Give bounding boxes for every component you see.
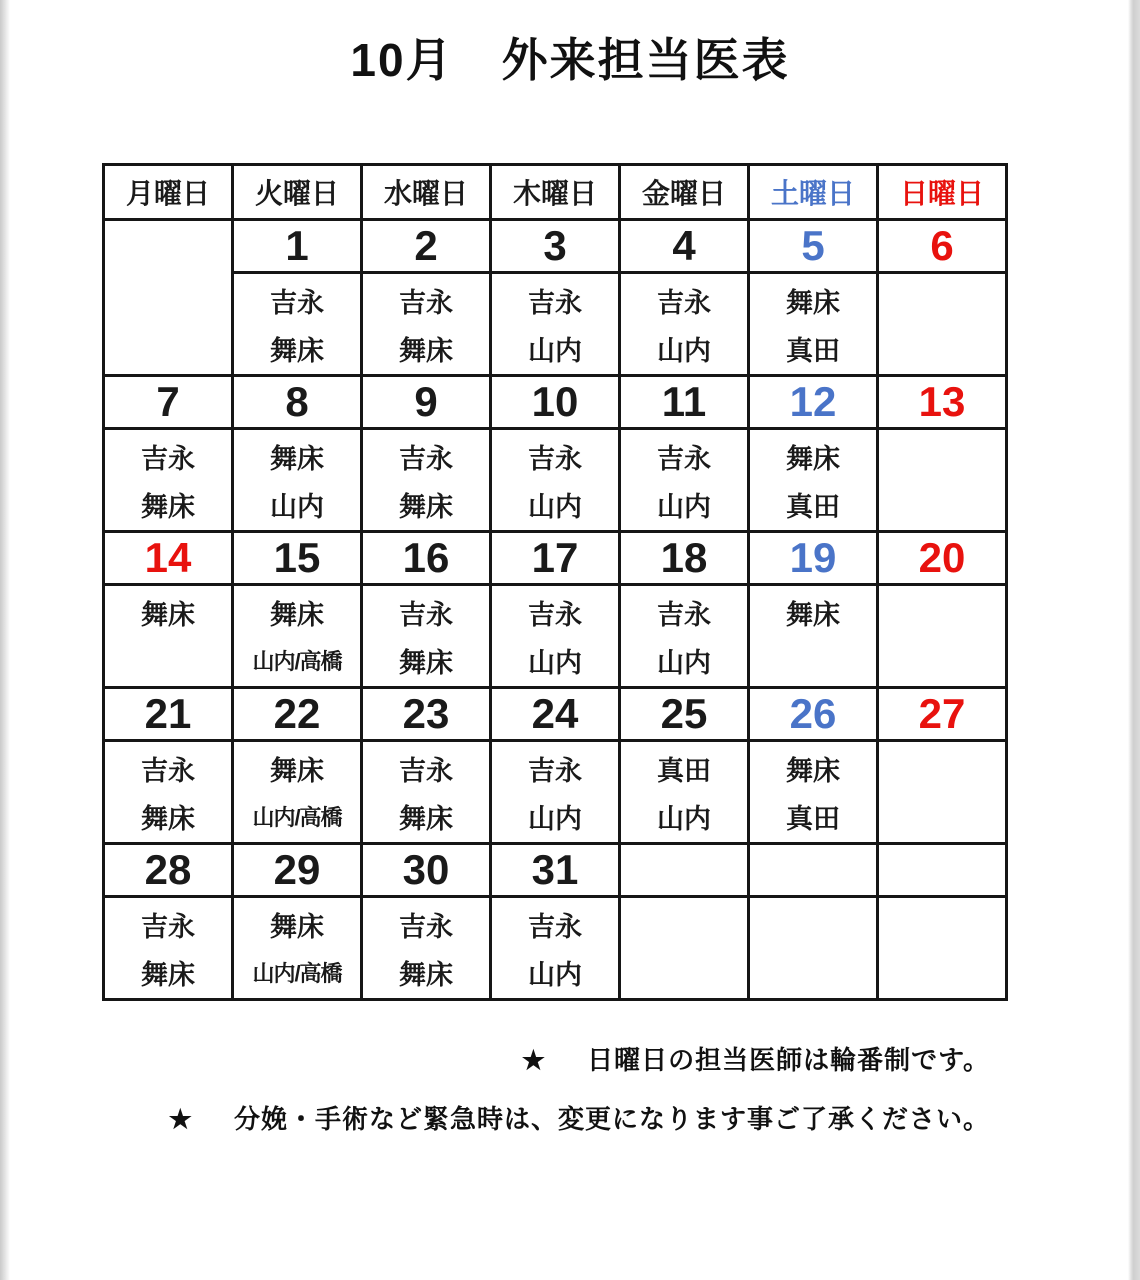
doctor-name: 山内/高橋 bbox=[252, 960, 342, 986]
doctor-name: 山内 bbox=[528, 647, 582, 678]
date-row-week-1 bbox=[104, 220, 1007, 273]
doctor-cell-13 bbox=[878, 429, 1007, 532]
date-cell-13: 13 bbox=[878, 376, 1007, 429]
schedule-table-body bbox=[104, 165, 1007, 1000]
doctor-name bbox=[879, 588, 1005, 636]
doctor-name bbox=[879, 276, 1005, 324]
doctor-name: 舞床 bbox=[399, 335, 453, 366]
date-cell-7: 7 bbox=[104, 376, 233, 429]
date-cell-21: 21 bbox=[104, 688, 233, 741]
doctor-name: 真田 bbox=[786, 491, 840, 522]
header-row bbox=[104, 165, 1007, 220]
date-cell-18: 18 bbox=[620, 532, 749, 585]
doctor-name: 吉永 bbox=[657, 443, 711, 474]
filler-cell bbox=[749, 897, 878, 1000]
note-sunday-rotation bbox=[169, 1040, 990, 1077]
doctor-cell-22 bbox=[233, 741, 362, 844]
doctor-name: 舞床 bbox=[399, 959, 453, 990]
doctor-cell-11 bbox=[620, 429, 749, 532]
doctor-name: 吉永 bbox=[399, 755, 453, 786]
date-cell-12: 12 bbox=[749, 376, 878, 429]
date-row-week-5 bbox=[104, 844, 1007, 897]
doctor-name bbox=[879, 792, 1005, 840]
date-cell-15: 15 bbox=[233, 532, 362, 585]
doctor-cell-18 bbox=[620, 585, 749, 688]
doctor-name: 山内 bbox=[528, 335, 582, 366]
doctor-name: 山内 bbox=[657, 491, 711, 522]
doctor-name: 山内/高橋 bbox=[252, 648, 342, 674]
note-text: 日曜日の担当医師は輪番制です。 bbox=[587, 1045, 990, 1075]
date-cell-24: 24 bbox=[491, 688, 620, 741]
doctor-cell-14 bbox=[104, 585, 233, 688]
doctor-name bbox=[750, 636, 876, 684]
doctor-name: 山内 bbox=[657, 803, 711, 834]
doctor-name bbox=[879, 324, 1005, 372]
names-row-week-3 bbox=[104, 585, 1007, 688]
weekday-header-火曜日: 火曜日 bbox=[233, 165, 362, 220]
doctor-cell-21 bbox=[104, 741, 233, 844]
doctor-name: 舞床 bbox=[270, 599, 324, 630]
doctor-cell-24 bbox=[491, 741, 620, 844]
notes bbox=[169, 1040, 990, 1136]
date-cell-19: 19 bbox=[749, 532, 878, 585]
doctor-name: 吉永 bbox=[270, 287, 324, 318]
names-row-week-1 bbox=[104, 273, 1007, 376]
doctor-name: 真田 bbox=[786, 803, 840, 834]
date-row-week-4 bbox=[104, 688, 1007, 741]
doctor-name: 吉永 bbox=[141, 755, 195, 786]
doctor-cell-27 bbox=[878, 741, 1007, 844]
doctor-cell-15 bbox=[233, 585, 362, 688]
weekday-header-月曜日: 月曜日 bbox=[104, 165, 233, 220]
doctor-cell-31 bbox=[491, 897, 620, 1000]
weekday-header-土曜日: 土曜日 bbox=[749, 165, 878, 220]
date-cell-26: 26 bbox=[749, 688, 878, 741]
schedule-table bbox=[102, 163, 1008, 1001]
star-icon: ★ bbox=[168, 1104, 192, 1134]
doctor-cell-4 bbox=[620, 273, 749, 376]
date-cell-30: 30 bbox=[362, 844, 491, 897]
doctor-name: 真田 bbox=[657, 755, 711, 786]
date-cell-11: 11 bbox=[620, 376, 749, 429]
doctor-name: 山内 bbox=[528, 491, 582, 522]
doctor-name: 吉永 bbox=[657, 287, 711, 318]
doctor-name: 舞床 bbox=[270, 911, 324, 942]
doctor-name: 吉永 bbox=[528, 443, 582, 474]
empty-day-cell bbox=[104, 220, 233, 376]
date-cell-16: 16 bbox=[362, 532, 491, 585]
names-row-week-5 bbox=[104, 897, 1007, 1000]
date-cell-5: 5 bbox=[749, 220, 878, 273]
doctor-name: 吉永 bbox=[657, 599, 711, 630]
doctor-cell-9 bbox=[362, 429, 491, 532]
page-edge-right bbox=[1128, 0, 1140, 1280]
doctor-cell-19 bbox=[749, 585, 878, 688]
doctor-name: 舞床 bbox=[786, 755, 840, 786]
doctor-name: 舞床 bbox=[786, 443, 840, 474]
date-cell-14: 14 bbox=[104, 532, 233, 585]
date-cell-29: 29 bbox=[233, 844, 362, 897]
doctor-name: 吉永 bbox=[528, 599, 582, 630]
date-cell-6: 6 bbox=[878, 220, 1007, 273]
doctor-name: 山内/高橋 bbox=[252, 804, 342, 830]
date-cell-20: 20 bbox=[878, 532, 1007, 585]
names-row-week-4 bbox=[104, 741, 1007, 844]
doctor-name: 舞床 bbox=[141, 491, 195, 522]
doctor-name: 舞床 bbox=[270, 755, 324, 786]
doctor-name: 舞床 bbox=[786, 287, 840, 318]
doctor-name: 吉永 bbox=[399, 599, 453, 630]
date-row-week-2 bbox=[104, 376, 1007, 429]
doctor-name: 山内 bbox=[657, 647, 711, 678]
doctor-cell-7 bbox=[104, 429, 233, 532]
filler-cell bbox=[749, 844, 878, 897]
date-cell-17: 17 bbox=[491, 532, 620, 585]
doctor-cell-3 bbox=[491, 273, 620, 376]
filler-cell bbox=[620, 897, 749, 1000]
doctor-cell-28 bbox=[104, 897, 233, 1000]
page-edge-left bbox=[0, 0, 10, 1280]
doctor-cell-25 bbox=[620, 741, 749, 844]
weekday-header-水曜日: 水曜日 bbox=[362, 165, 491, 220]
weekday-header-日曜日: 日曜日 bbox=[878, 165, 1007, 220]
date-cell-23: 23 bbox=[362, 688, 491, 741]
note-emergency-change bbox=[169, 1099, 990, 1136]
doctor-name: 舞床 bbox=[141, 803, 195, 834]
date-cell-9: 9 bbox=[362, 376, 491, 429]
doctor-name: 吉永 bbox=[141, 911, 195, 942]
doctor-name bbox=[879, 636, 1005, 684]
doctor-cell-17 bbox=[491, 585, 620, 688]
doctor-name: 山内 bbox=[657, 335, 711, 366]
doctor-name: 真田 bbox=[786, 335, 840, 366]
weekday-header-木曜日: 木曜日 bbox=[491, 165, 620, 220]
doctor-cell-2 bbox=[362, 273, 491, 376]
doctor-name: 吉永 bbox=[528, 287, 582, 318]
doctor-name: 吉永 bbox=[399, 911, 453, 942]
doctor-name: 吉永 bbox=[528, 911, 582, 942]
date-cell-3: 3 bbox=[491, 220, 620, 273]
doctor-cell-1 bbox=[233, 273, 362, 376]
date-cell-10: 10 bbox=[491, 376, 620, 429]
filler-cell bbox=[620, 844, 749, 897]
doctor-cell-30 bbox=[362, 897, 491, 1000]
doctor-name bbox=[105, 636, 231, 684]
doctor-name: 舞床 bbox=[399, 491, 453, 522]
names-row-week-2 bbox=[104, 429, 1007, 532]
doctor-cell-12 bbox=[749, 429, 878, 532]
doctor-name: 山内 bbox=[528, 959, 582, 990]
doctor-name: 吉永 bbox=[399, 287, 453, 318]
doctor-name bbox=[879, 744, 1005, 792]
filler-cell bbox=[878, 844, 1007, 897]
doctor-cell-10 bbox=[491, 429, 620, 532]
doctor-name: 山内 bbox=[270, 491, 324, 522]
date-cell-4: 4 bbox=[620, 220, 749, 273]
doctor-cell-20 bbox=[878, 585, 1007, 688]
date-cell-22: 22 bbox=[233, 688, 362, 741]
date-cell-25: 25 bbox=[620, 688, 749, 741]
star-icon: ★ bbox=[521, 1045, 546, 1075]
doctor-cell-26 bbox=[749, 741, 878, 844]
date-cell-2: 2 bbox=[362, 220, 491, 273]
doctor-name: 舞床 bbox=[141, 599, 195, 630]
doctor-name bbox=[879, 432, 1005, 480]
doctor-name: 山内 bbox=[528, 803, 582, 834]
date-cell-1: 1 bbox=[233, 220, 362, 273]
date-cell-28: 28 bbox=[104, 844, 233, 897]
doctor-name: 吉永 bbox=[141, 443, 195, 474]
doctor-name: 舞床 bbox=[141, 959, 195, 990]
date-cell-31: 31 bbox=[491, 844, 620, 897]
doctor-cell-6 bbox=[878, 273, 1007, 376]
doctor-name: 舞床 bbox=[399, 803, 453, 834]
note-text: 分娩・手術など緊急時は、変更になります事ご了承ください。 bbox=[233, 1104, 990, 1134]
doctor-cell-8 bbox=[233, 429, 362, 532]
doctor-name: 舞床 bbox=[786, 599, 840, 630]
doctor-name: 舞床 bbox=[399, 647, 453, 678]
weekday-header-金曜日: 金曜日 bbox=[620, 165, 749, 220]
date-row-week-3 bbox=[104, 532, 1007, 585]
doctor-cell-5 bbox=[749, 273, 878, 376]
doctor-name: 吉永 bbox=[399, 443, 453, 474]
page-title: 10月 外来担当医表 bbox=[350, 34, 790, 86]
doctor-cell-29 bbox=[233, 897, 362, 1000]
doctor-name: 舞床 bbox=[270, 443, 324, 474]
doctor-cell-16 bbox=[362, 585, 491, 688]
doctor-cell-23 bbox=[362, 741, 491, 844]
filler-cell bbox=[878, 897, 1007, 1000]
doctor-name bbox=[879, 480, 1005, 528]
doctor-name: 吉永 bbox=[528, 755, 582, 786]
doctor-name: 舞床 bbox=[270, 335, 324, 366]
date-cell-8: 8 bbox=[233, 376, 362, 429]
date-cell-27: 27 bbox=[878, 688, 1007, 741]
